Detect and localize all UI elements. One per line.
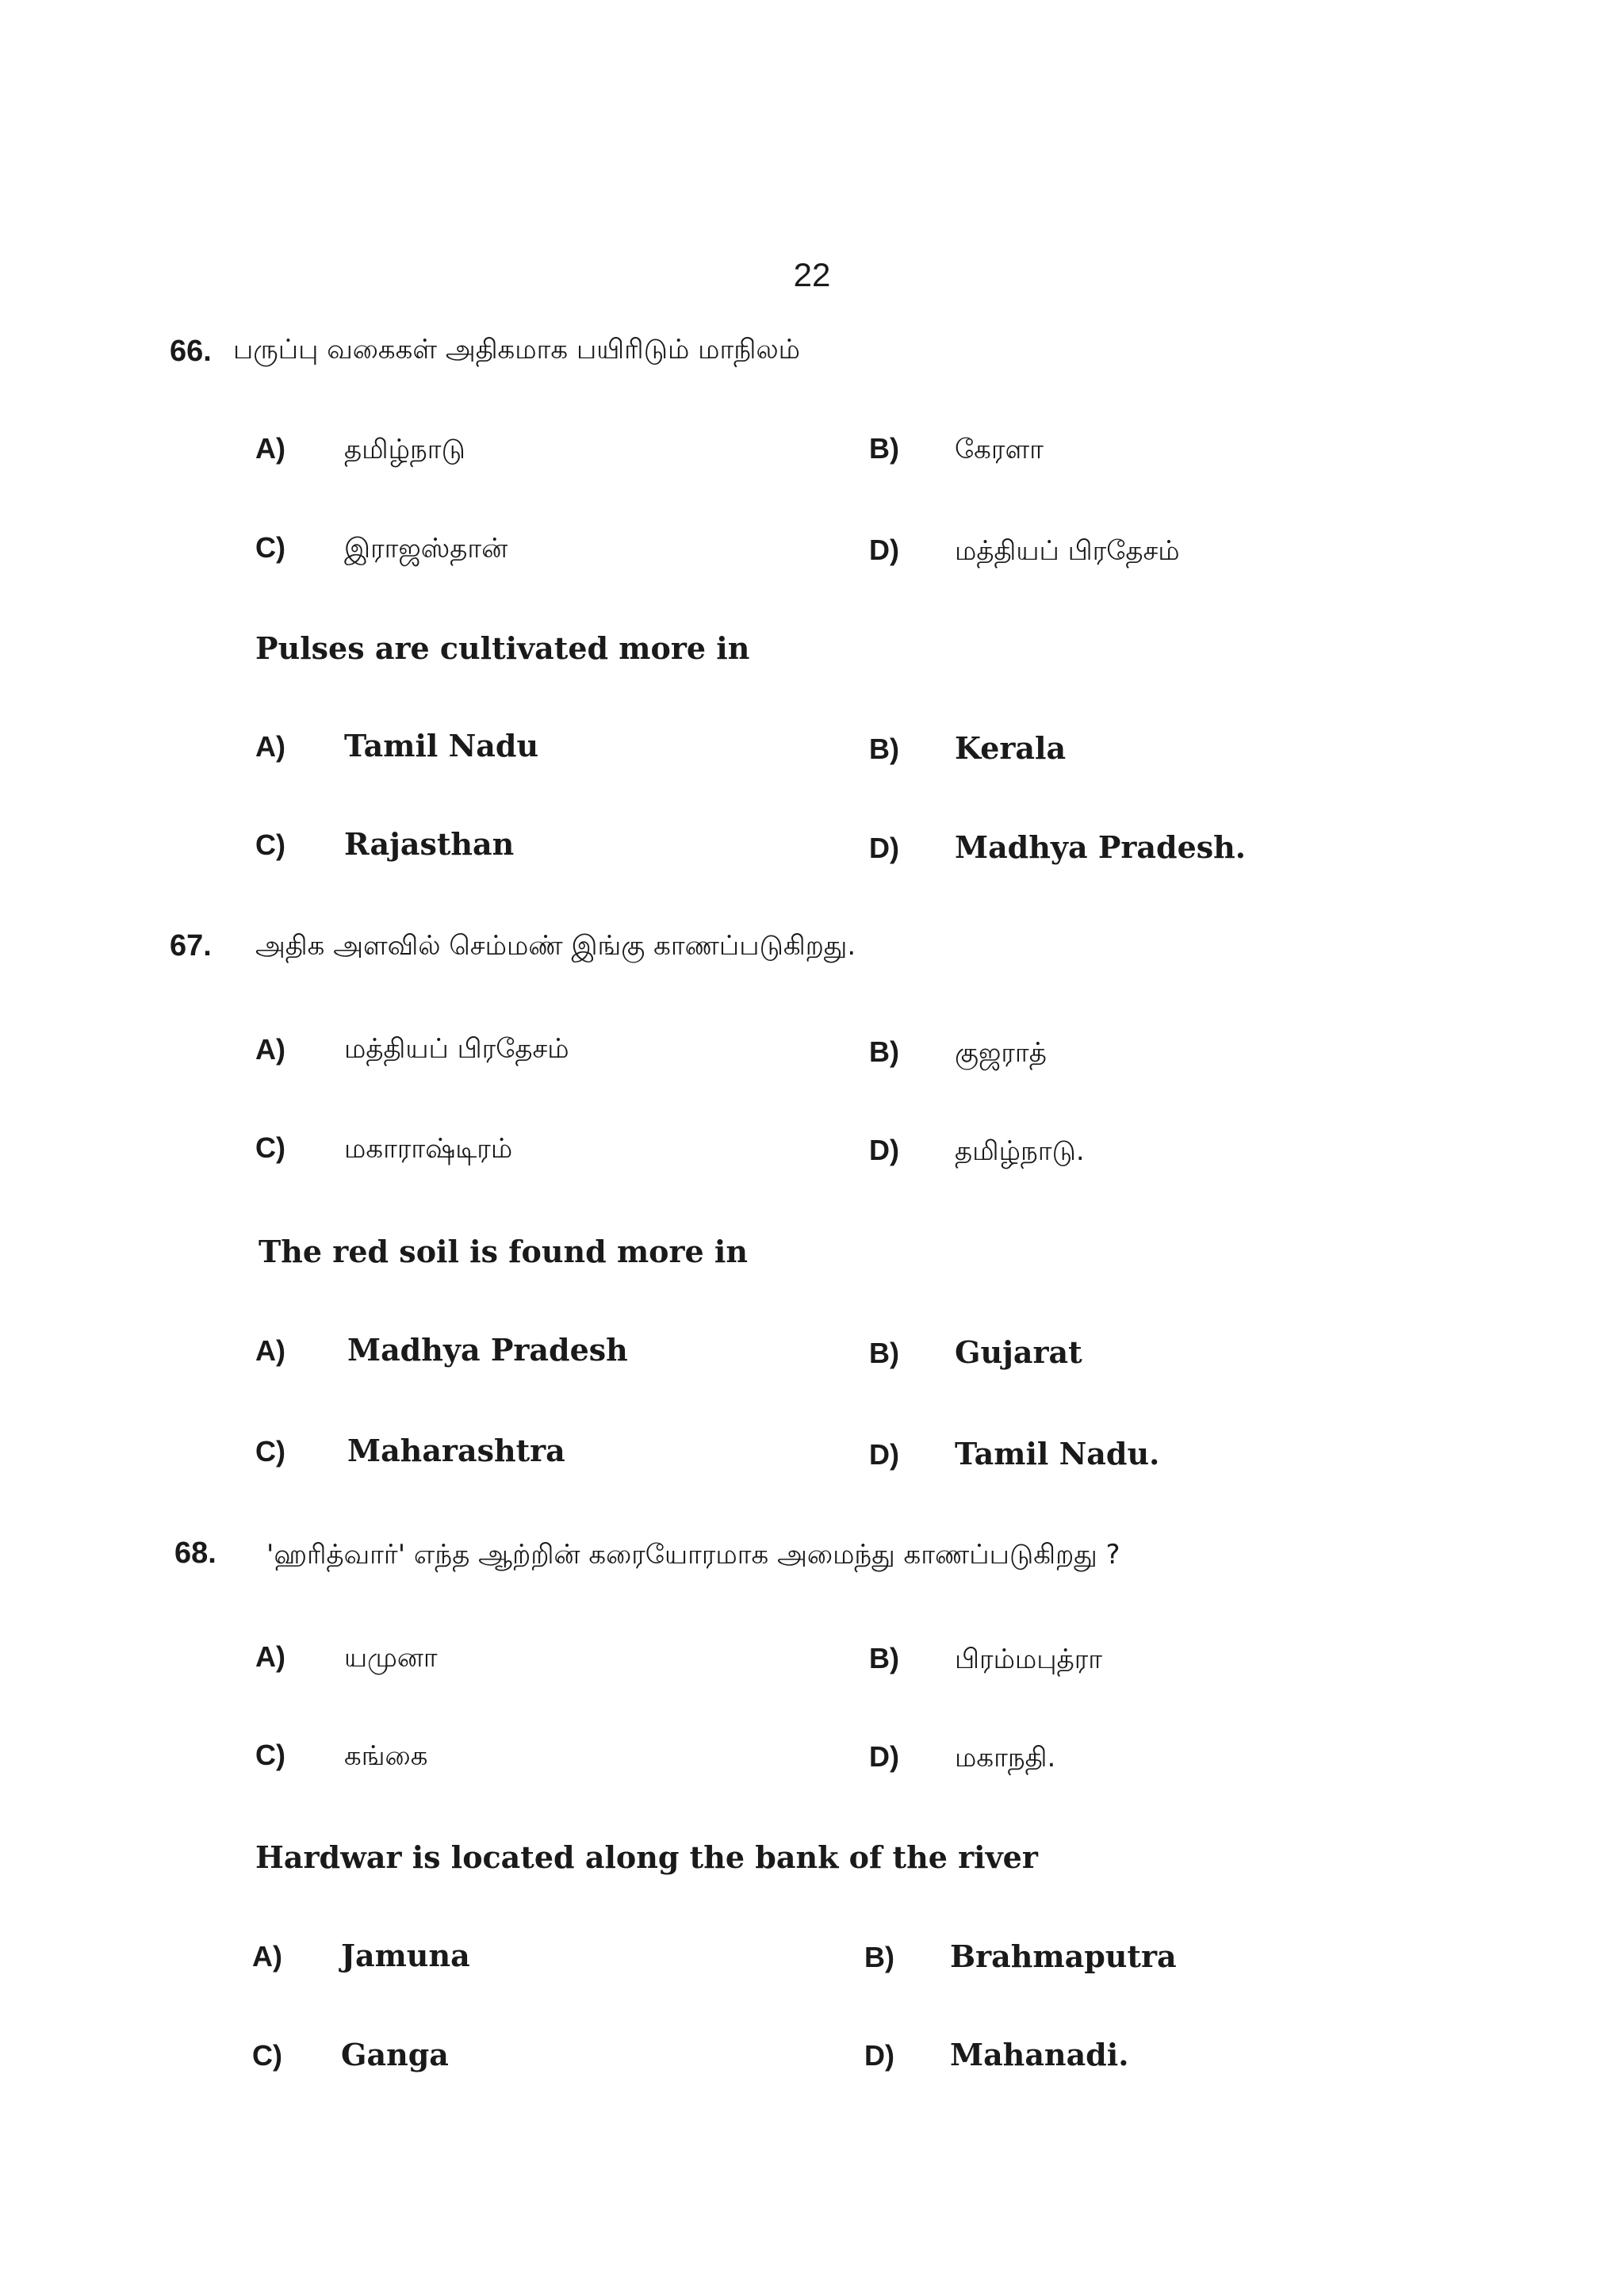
option-letter: A): [255, 1640, 285, 1673]
option-text: Tamil Nadu: [344, 728, 539, 763]
option-letter: D): [864, 2039, 894, 2072]
option-text: Brahmaputra: [950, 1938, 1177, 1974]
option-letter: B): [869, 1035, 899, 1068]
option-text: மகாராஷ்டிரம்: [344, 1133, 513, 1165]
option-letter: C): [255, 1131, 285, 1164]
option-letter: D): [869, 534, 899, 566]
page-number: 22: [793, 256, 831, 293]
option-letter: A): [252, 1940, 282, 1973]
option-text: Madhya Pradesh.: [955, 829, 1247, 865]
option-text: Tamil Nadu.: [955, 1436, 1160, 1471]
option-letter: A): [255, 730, 285, 763]
question-prompt-tamil: 'ஹரித்வார்' எந்த ஆற்றின் கரையோரமாக அமைந்து காணப்படுகிறது ?: [266, 1539, 1120, 1571]
option-letter: A): [255, 1334, 285, 1367]
option-text: குஜராத்: [955, 1037, 1047, 1069]
option-letter: B): [869, 733, 899, 765]
option-text: தமிழ்நாடு: [344, 434, 465, 465]
option-letter: D): [869, 1134, 899, 1166]
option-text: இராஜஸ்தான்: [344, 533, 508, 564]
option-text: Ganga: [341, 2037, 449, 2072]
option-letter: A): [255, 432, 285, 465]
option-letter: B): [869, 432, 899, 465]
option-letter: D): [869, 832, 899, 864]
option-text: Maharashtra: [347, 1433, 565, 1468]
option-text: பிரம்மபுத்ரா: [955, 1644, 1103, 1675]
option-text: Mahanadi.: [950, 2037, 1129, 2072]
option-letter: A): [255, 1033, 285, 1066]
option-text: Kerala: [955, 730, 1067, 766]
option-letter: C): [255, 1435, 285, 1468]
option-text: Madhya Pradesh: [347, 1332, 628, 1368]
option-letter: B): [869, 1642, 899, 1674]
question-prompt-tamil: பருப்பு வகைகள் அதிகமாக பயிரிடும் மாநிலம்: [233, 334, 801, 365]
option-letter: B): [869, 1337, 899, 1369]
option-text: Jamuna: [341, 1938, 470, 1973]
option-letter: C): [255, 1739, 285, 1771]
option-text: மகாநதி.: [955, 1742, 1056, 1774]
option-text: கேரளா: [955, 434, 1044, 465]
question-number: 66.: [170, 335, 212, 368]
option-text: Rajasthan: [344, 826, 515, 862]
option-text: Gujarat: [955, 1334, 1082, 1370]
question-number: 68.: [174, 1536, 216, 1570]
option-text: தமிழ்நாடு.: [955, 1135, 1085, 1167]
option-letter: D): [869, 1740, 899, 1773]
option-text: கங்கை: [344, 1740, 428, 1772]
question-prompt-english: The red soil is found more in: [259, 1234, 748, 1269]
option-letter: B): [864, 1941, 894, 1973]
question-number: 67.: [170, 929, 212, 962]
question-prompt-tamil: அதிக அளவில் செம்மண் இங்கு காணப்படுகிறது.: [255, 930, 856, 962]
option-text: மத்தியப் பிரதேசம்: [955, 535, 1180, 567]
question-prompt-english: Hardwar is located along the bank of the river: [255, 1839, 1038, 1875]
option-letter: C): [255, 828, 285, 861]
option-letter: C): [255, 531, 285, 564]
option-text: மத்தியப் பிரதேசம்: [344, 1033, 569, 1065]
option-letter: D): [869, 1438, 899, 1471]
option-text: யமுனா: [344, 1642, 438, 1674]
option-letter: C): [252, 2039, 282, 2072]
question-prompt-english: Pulses are cultivated more in: [255, 630, 750, 666]
